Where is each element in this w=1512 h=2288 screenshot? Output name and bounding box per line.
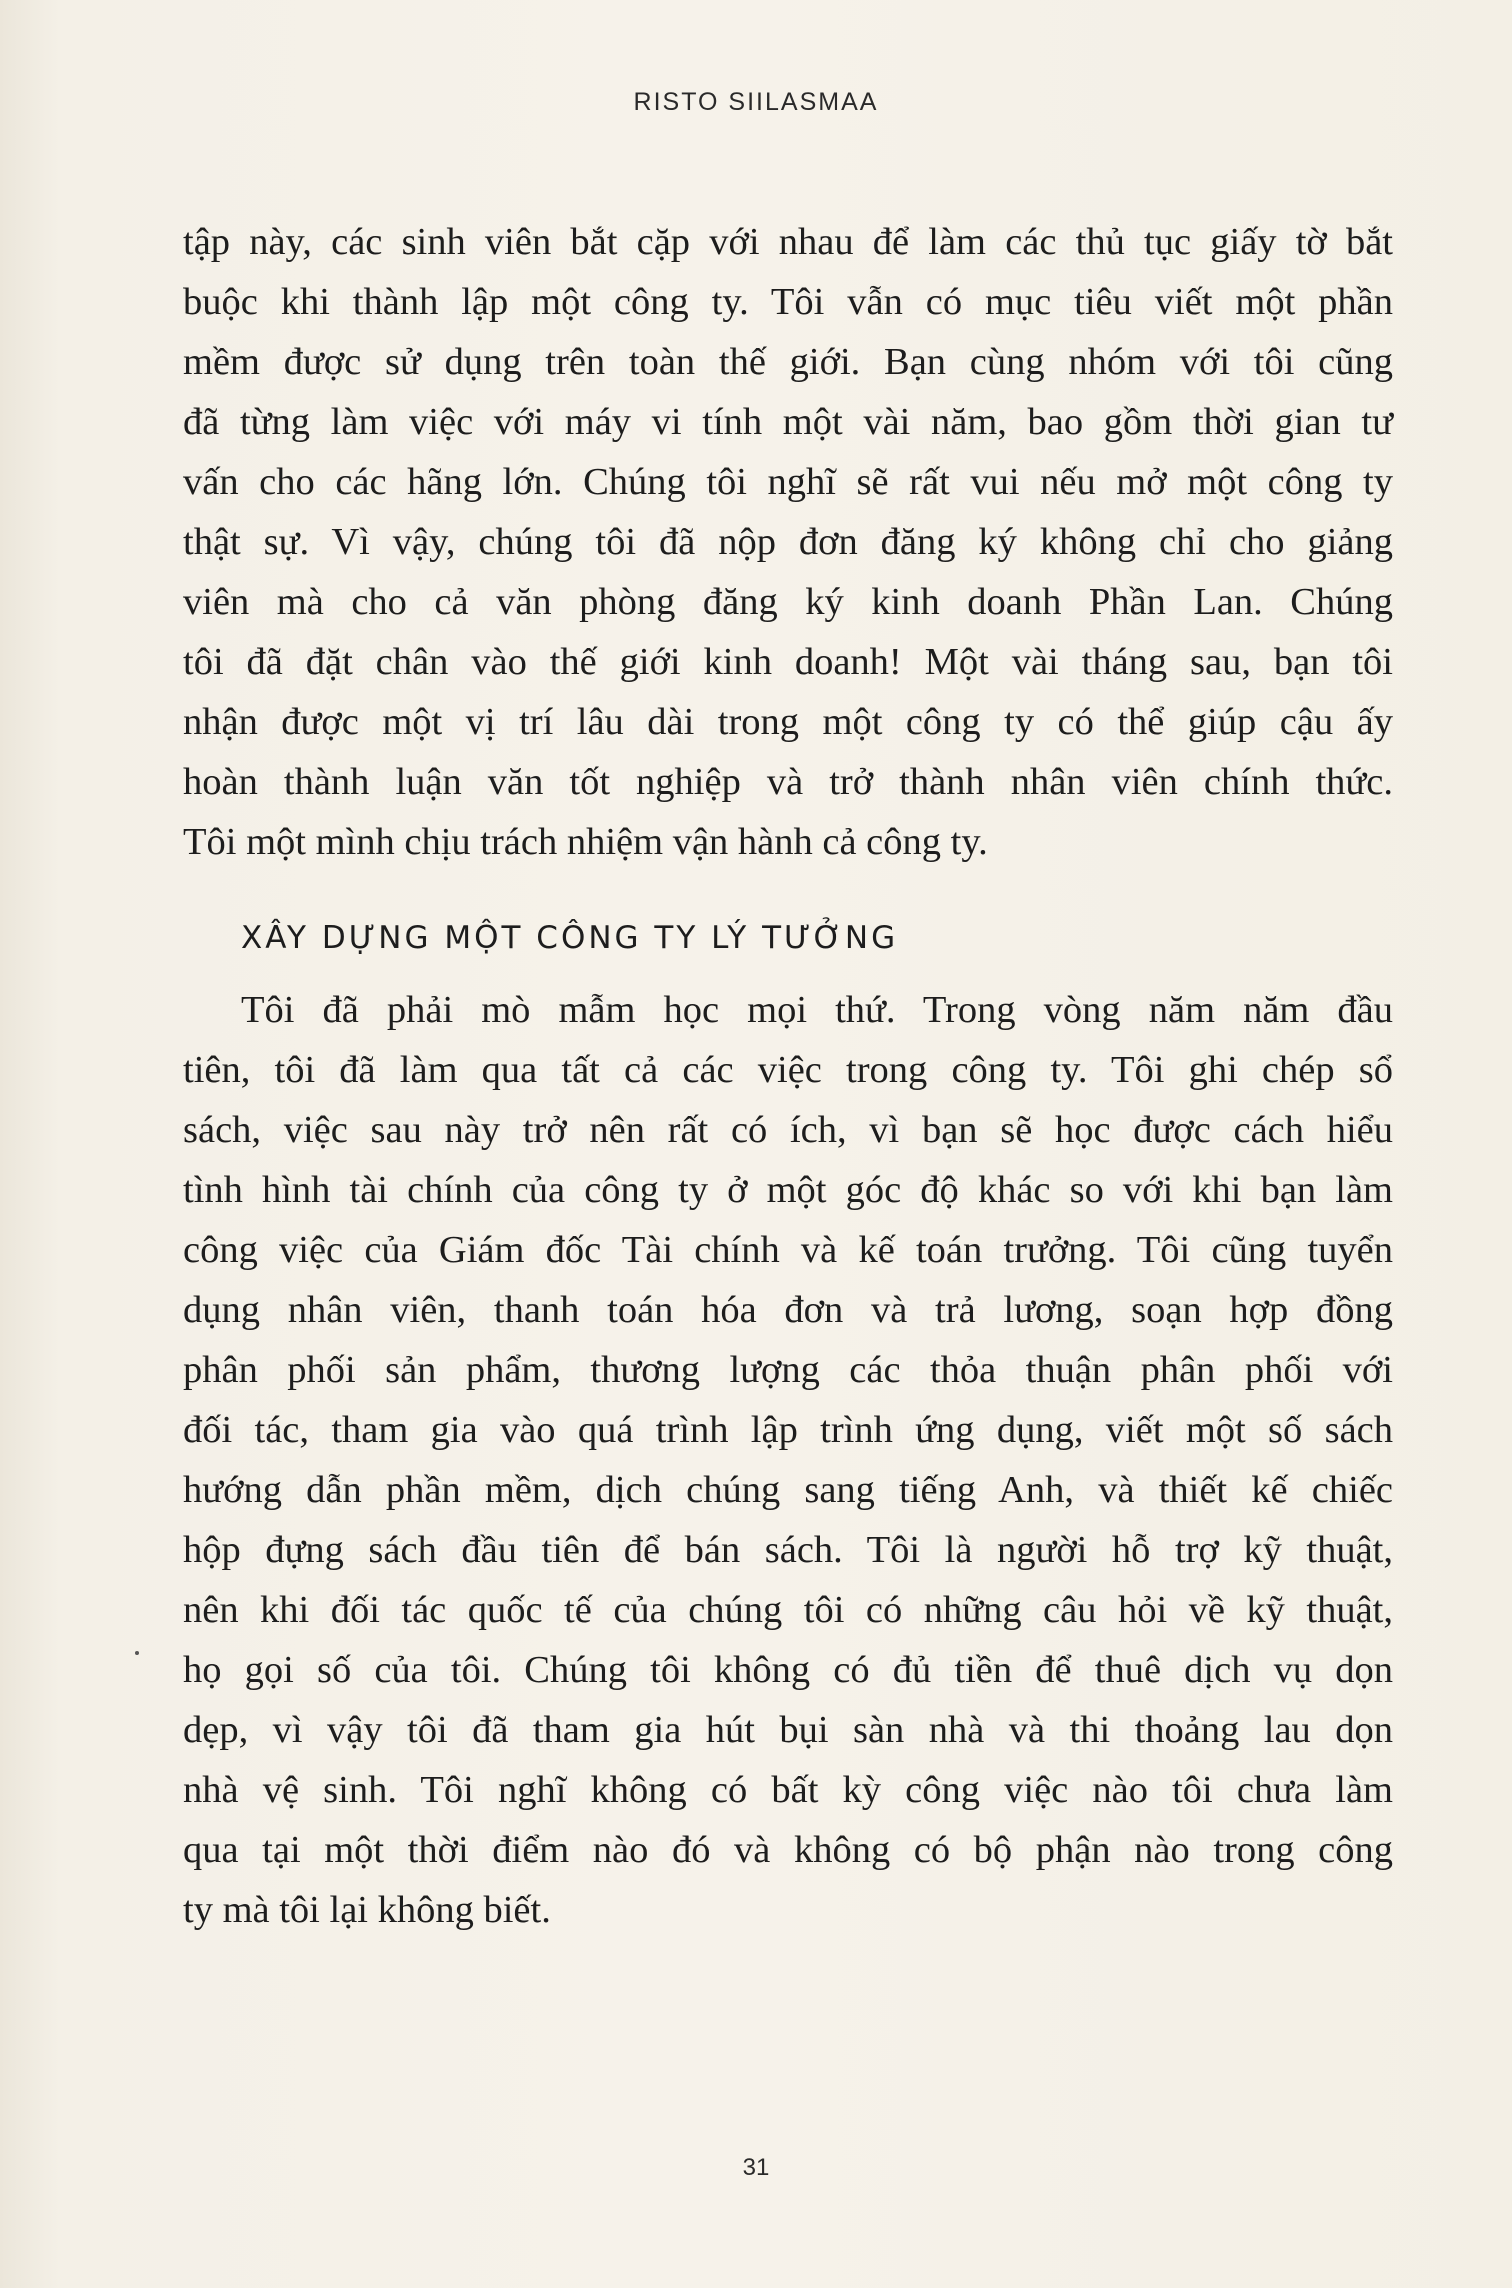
- margin-mark: [135, 1651, 139, 1655]
- text-line: viên mà cho cả văn phòng đăng ký kinh doanh Phần Lan. Chúng: [183, 581, 1393, 623]
- paragraph-1: [183, 212, 1393, 872]
- text-line: tập này, các sinh viên bắt cặp với nhau để làm các thủ tục giấy tờ bắt: [183, 221, 1393, 263]
- text-line: họ gọi số của tôi. Chúng tôi không có đủ tiền để thuê dịch vụ dọn: [183, 1649, 1393, 1691]
- text-line: dụng nhân viên, thanh toán hóa đơn và trả lương, soạn hợp đồng: [183, 1289, 1393, 1331]
- text-line: hướng dẫn phần mềm, dịch chúng sang tiếng Anh, và thiết kế chiếc: [183, 1469, 1393, 1511]
- text-line: hoàn thành luận văn tốt nghiệp và trở thành nhân viên chính thức.: [183, 761, 1393, 803]
- text-line: tiên, tôi đã làm qua tất cả các việc trong công ty. Tôi ghi chép sổ: [183, 1049, 1393, 1091]
- text-line: phân phối sản phẩm, thương lượng các thỏa thuận phân phối với: [183, 1349, 1393, 1391]
- text-line: Tôi một mình chịu trách nhiệm vận hành cả công ty.: [183, 821, 988, 863]
- text-line: nhận được một vị trí lâu dài trong một công ty có thể giúp cậu ấy: [183, 701, 1393, 743]
- text-line: buộc khi thành lập một công ty. Tôi vẫn có mục tiêu viết một phần: [183, 281, 1393, 323]
- text-line: sách, việc sau này trở nên rất có ích, vì bạn sẽ học được cách hiểu: [183, 1109, 1393, 1151]
- text-line: công việc của Giám đốc Tài chính và kế toán trưởng. Tôi cũng tuyển: [183, 1229, 1393, 1271]
- text-line: tình hình tài chính của công ty ở một góc độ khác so với khi bạn làm: [183, 1169, 1393, 1211]
- section-heading: XÂY DỰNG MỘT CÔNG TY LÝ TƯỞNG: [241, 920, 899, 956]
- text-line: vấn cho các hãng lớn. Chúng tôi nghĩ sẽ rất vui nếu mở một công ty: [183, 461, 1393, 503]
- text-line: đã từng làm việc với máy vi tính một vài năm, bao gồm thời gian tư: [183, 401, 1393, 443]
- text-line: nhà vệ sinh. Tôi nghĩ không có bất kỳ công việc nào tôi chưa làm: [183, 1769, 1393, 1811]
- text-line: nên khi đối tác quốc tế của chúng tôi có những câu hỏi về kỹ thuật,: [183, 1589, 1393, 1631]
- text-line: hộp đựng sách đầu tiên để bán sách. Tôi là người hỗ trợ kỹ thuật,: [183, 1529, 1393, 1571]
- text-line: mềm được sử dụng trên toàn thế giới. Bạn cùng nhóm với tôi cũng: [183, 341, 1393, 383]
- paragraph-2: [183, 980, 1393, 1940]
- text-line: ty mà tôi lại không biết.: [183, 1889, 551, 1931]
- text-line: dẹp, vì vậy tôi đã tham gia hút bụi sàn nhà và thi thoảng lau dọn: [183, 1709, 1393, 1751]
- page-number: 31: [742, 2154, 770, 2181]
- text-line: tôi đã đặt chân vào thế giới kinh doanh! Một vài tháng sau, bạn tôi: [183, 641, 1393, 683]
- text-line: Tôi đã phải mò mẫm học mọi thứ. Trong vòng năm năm đầu: [241, 989, 1393, 1031]
- text-line: đối tác, tham gia vào quá trình lập trình ứng dụng, viết một số sách: [183, 1409, 1393, 1451]
- text-line: thật sự. Vì vậy, chúng tôi đã nộp đơn đăng ký không chỉ cho giảng: [183, 521, 1393, 563]
- body-text: [183, 212, 1393, 1940]
- running-header: RISTO SIILASMAA: [633, 88, 879, 116]
- text-line: qua tại một thời điểm nào đó và không có bộ phận nào trong công: [183, 1829, 1393, 1871]
